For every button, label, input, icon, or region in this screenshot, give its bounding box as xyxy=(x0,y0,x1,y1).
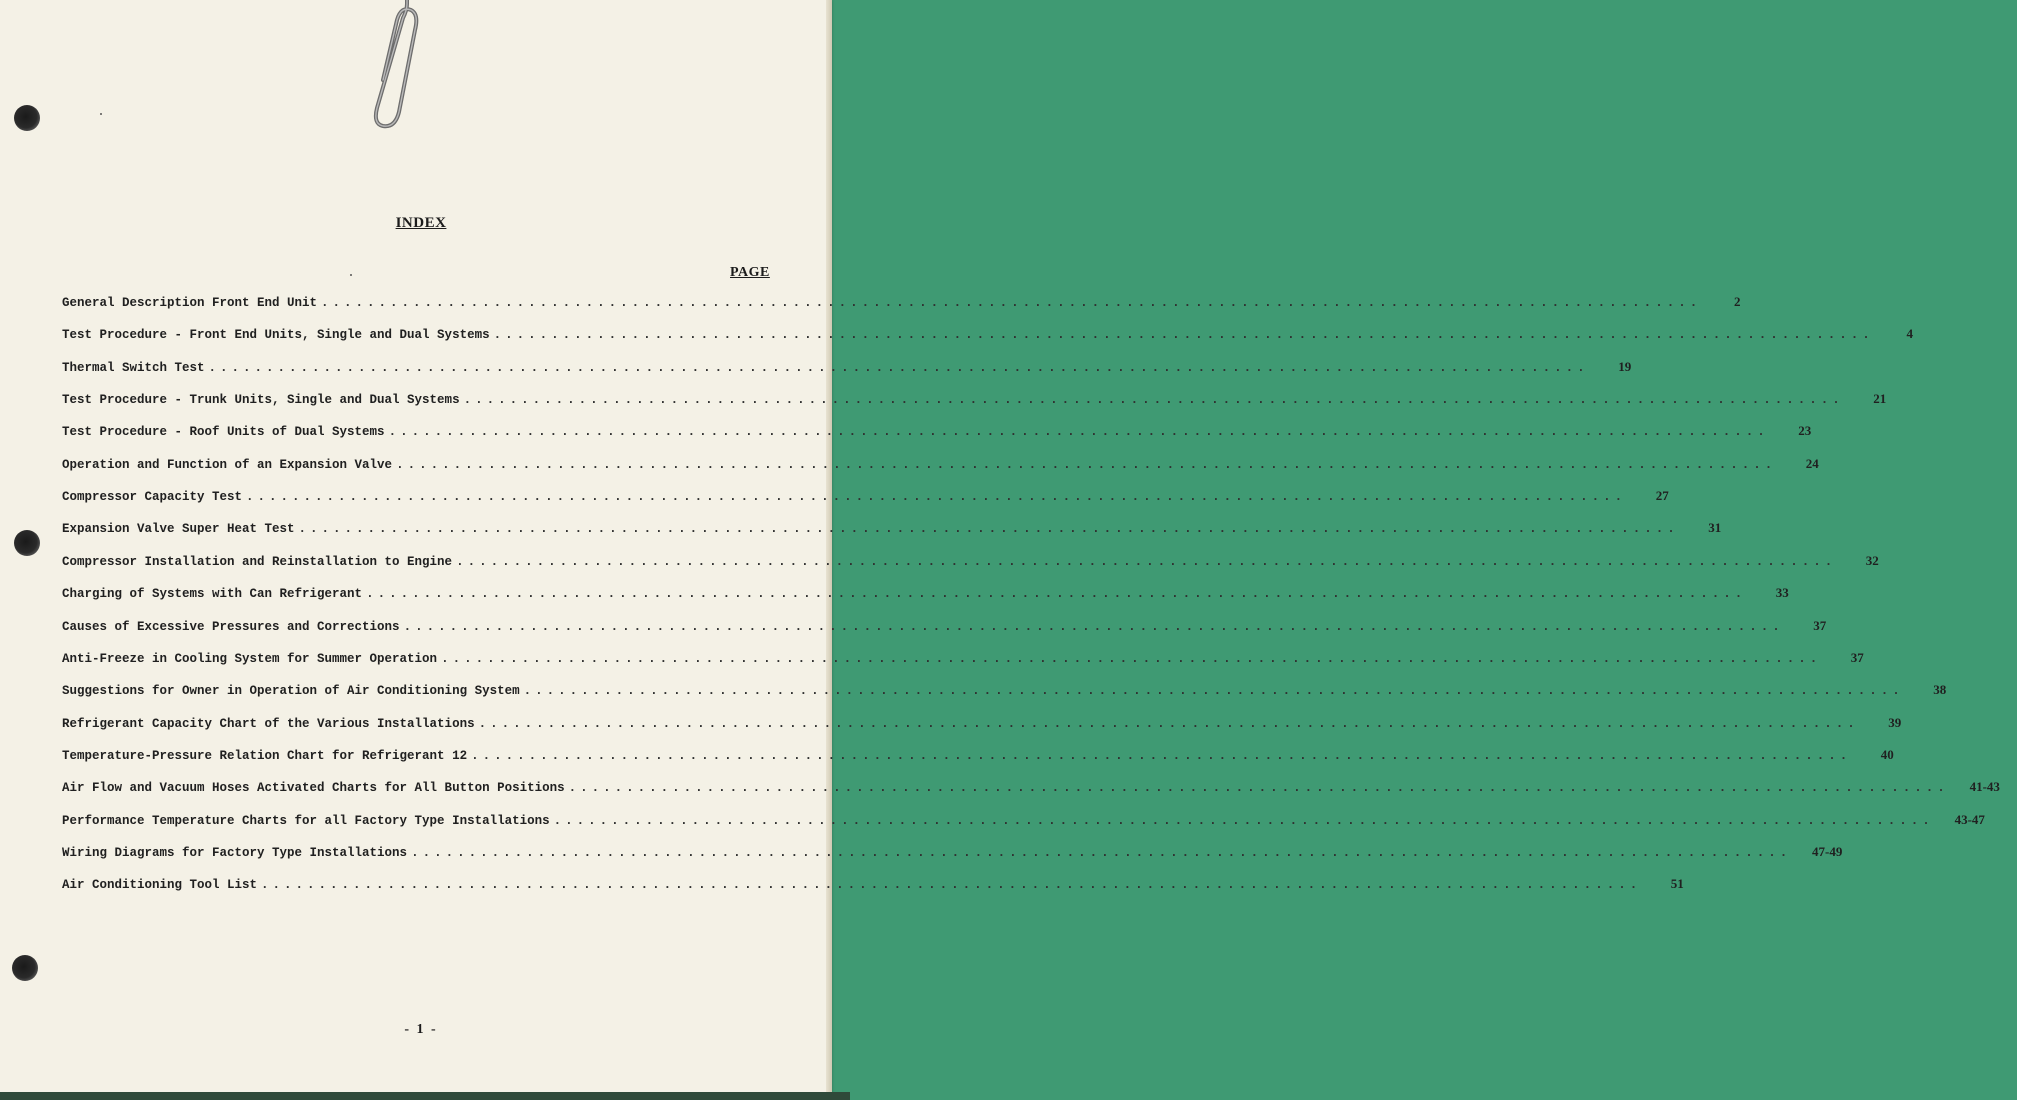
page-column-heading: PAGE xyxy=(730,265,770,280)
toc-entry xyxy=(62,812,1985,832)
toc-entry-page: 2 xyxy=(1733,294,1741,309)
paperclip-icon xyxy=(355,0,425,135)
toc-entry-page: 41-43 xyxy=(1969,779,2000,794)
toc-entry xyxy=(62,876,1684,896)
toc-dot-leader: ........................................................................................................................ xyxy=(366,587,1747,601)
toc-entry-title: Anti-Freeze in Cooling System for Summer Operation xyxy=(62,652,438,666)
toc-entry-title: Test Procedure - Front End Units, Single and Dual Systems xyxy=(62,328,490,342)
toc-dot-leader: ........................................................................................................................ xyxy=(298,522,1679,536)
background-strip xyxy=(0,1092,850,1100)
toc-entry-page: 39 xyxy=(1888,715,1902,730)
toc-entry-page: 31 xyxy=(1708,520,1722,535)
index-title: INDEX xyxy=(395,215,447,231)
toc-entry-title: Air Conditioning Tool List xyxy=(62,878,258,892)
toc-entry-page: 47-49 xyxy=(1812,844,1843,859)
toc-entry-title: Suggestions for Owner in Operation of Air Conditioning System xyxy=(62,684,520,698)
toc-dot-leader: ........................................................................................................................ xyxy=(553,814,1934,828)
toc-dot-leader: ........................................................................................................................ xyxy=(246,490,1627,504)
toc-entry-title: Thermal Switch Test xyxy=(62,361,205,375)
toc-entry-title: Performance Temperature Charts for all Factory Type Installations xyxy=(62,814,550,828)
page-number: - 1 - xyxy=(404,1022,438,1037)
toc-dot-leader: ........................................................................................................................ xyxy=(321,296,1702,310)
toc-entry-title: Compressor Installation and Reinstallation to Engine xyxy=(62,555,453,569)
toc-entry-page: 38 xyxy=(1933,682,1947,697)
toc-dot-leader: ........................................................................................................................ xyxy=(396,458,1777,472)
toc-entry xyxy=(62,779,2000,799)
toc-entry-page: 27 xyxy=(1655,488,1669,503)
toc-dot-leader: ........................................................................................................................ xyxy=(456,555,1837,569)
toc-entry xyxy=(62,553,1879,573)
punch-hole-bottom xyxy=(12,955,38,981)
toc-entry xyxy=(62,715,1902,735)
toc-entry xyxy=(62,844,1843,864)
toc-dot-leader: ........................................................................................................................ xyxy=(471,749,1852,763)
toc-entry-title: Compressor Capacity Test xyxy=(62,490,243,504)
toc-entry xyxy=(62,456,1819,476)
toc-entry xyxy=(62,326,1913,346)
toc-entry-page: 24 xyxy=(1805,456,1819,471)
toc-entry-title: Wiring Diagrams for Factory Type Installations xyxy=(62,846,408,860)
toc-entry xyxy=(62,520,1722,540)
toc-entry-page: 37 xyxy=(1813,618,1827,633)
toc-entry-title: Air Flow and Vacuum Hoses Activated Charts for All Button Positions xyxy=(62,781,565,795)
toc-entry-title: Operation and Function of an Expansion Valve xyxy=(62,458,393,472)
toc-entry xyxy=(62,650,1864,670)
toc-entry xyxy=(62,423,1812,443)
paper-edge xyxy=(826,0,832,1094)
toc-entry xyxy=(62,488,1669,508)
toc-entry-page: 43-47 xyxy=(1954,812,1985,827)
toc-dot-leader: ........................................................................................................................ xyxy=(441,652,1822,666)
toc-entry-page: 40 xyxy=(1880,747,1894,762)
toc-entry-title: Temperature-Pressure Relation Chart for Refrigerant 12 xyxy=(62,749,468,763)
toc-dot-leader: ........................................................................................................................ xyxy=(568,781,1949,795)
toc-entry-page: 51 xyxy=(1670,876,1684,891)
toc-dot-leader: ........................................................................................................................ xyxy=(388,425,1769,439)
toc-entry xyxy=(62,747,1894,767)
toc-entry-page: 23 xyxy=(1798,423,1812,438)
toc-entry xyxy=(62,359,1632,379)
toc-entry xyxy=(62,294,1741,314)
toc-entry-title: Causes of Excessive Pressures and Corrections xyxy=(62,620,400,634)
toc-entry-title: Refrigerant Capacity Chart of the Various Installations xyxy=(62,717,475,731)
toc-entry xyxy=(62,618,1827,638)
toc-dot-leader: ........................................................................................................................ xyxy=(463,393,1844,407)
toc-entry-page: 19 xyxy=(1618,359,1632,374)
toc-entry-title: Charging of Systems with Can Refrigerant xyxy=(62,587,363,601)
toc-dot-leader: ........................................................................................................................ xyxy=(493,328,1874,342)
paper-speck xyxy=(100,113,102,115)
toc-dot-leader: ........................................................................................................................ xyxy=(403,620,1784,634)
toc-entry-title: General Description Front End Unit xyxy=(62,296,318,310)
toc-dot-leader: ........................................................................................................................ xyxy=(261,878,1642,892)
toc-dot-leader: ........................................................................................................................ xyxy=(208,361,1589,375)
punch-hole-middle xyxy=(14,530,40,556)
toc-dot-leader: ........................................................................................................................ xyxy=(478,717,1859,731)
toc-entry-page: 32 xyxy=(1865,553,1879,568)
toc-entry xyxy=(62,682,1947,702)
toc-entry xyxy=(62,391,1887,411)
toc-dot-leader: ........................................................................................................................ xyxy=(411,846,1792,860)
toc-entry-title: Test Procedure - Trunk Units, Single and Dual Systems xyxy=(62,393,460,407)
paper-speck xyxy=(350,274,352,276)
toc-entry-page: 4 xyxy=(1906,326,1913,341)
punch-hole-top xyxy=(14,105,40,131)
toc-entry-page: 37 xyxy=(1850,650,1864,665)
toc-dot-leader: ........................................................................................................................ xyxy=(523,684,1904,698)
toc-entry-page: 33 xyxy=(1775,585,1789,600)
toc-entry xyxy=(62,585,1789,605)
toc-entry-title: Test Procedure - Roof Units of Dual Systems xyxy=(62,425,385,439)
toc-entry-title: Expansion Valve Super Heat Test xyxy=(62,522,295,536)
toc-entry-page: 21 xyxy=(1873,391,1887,406)
